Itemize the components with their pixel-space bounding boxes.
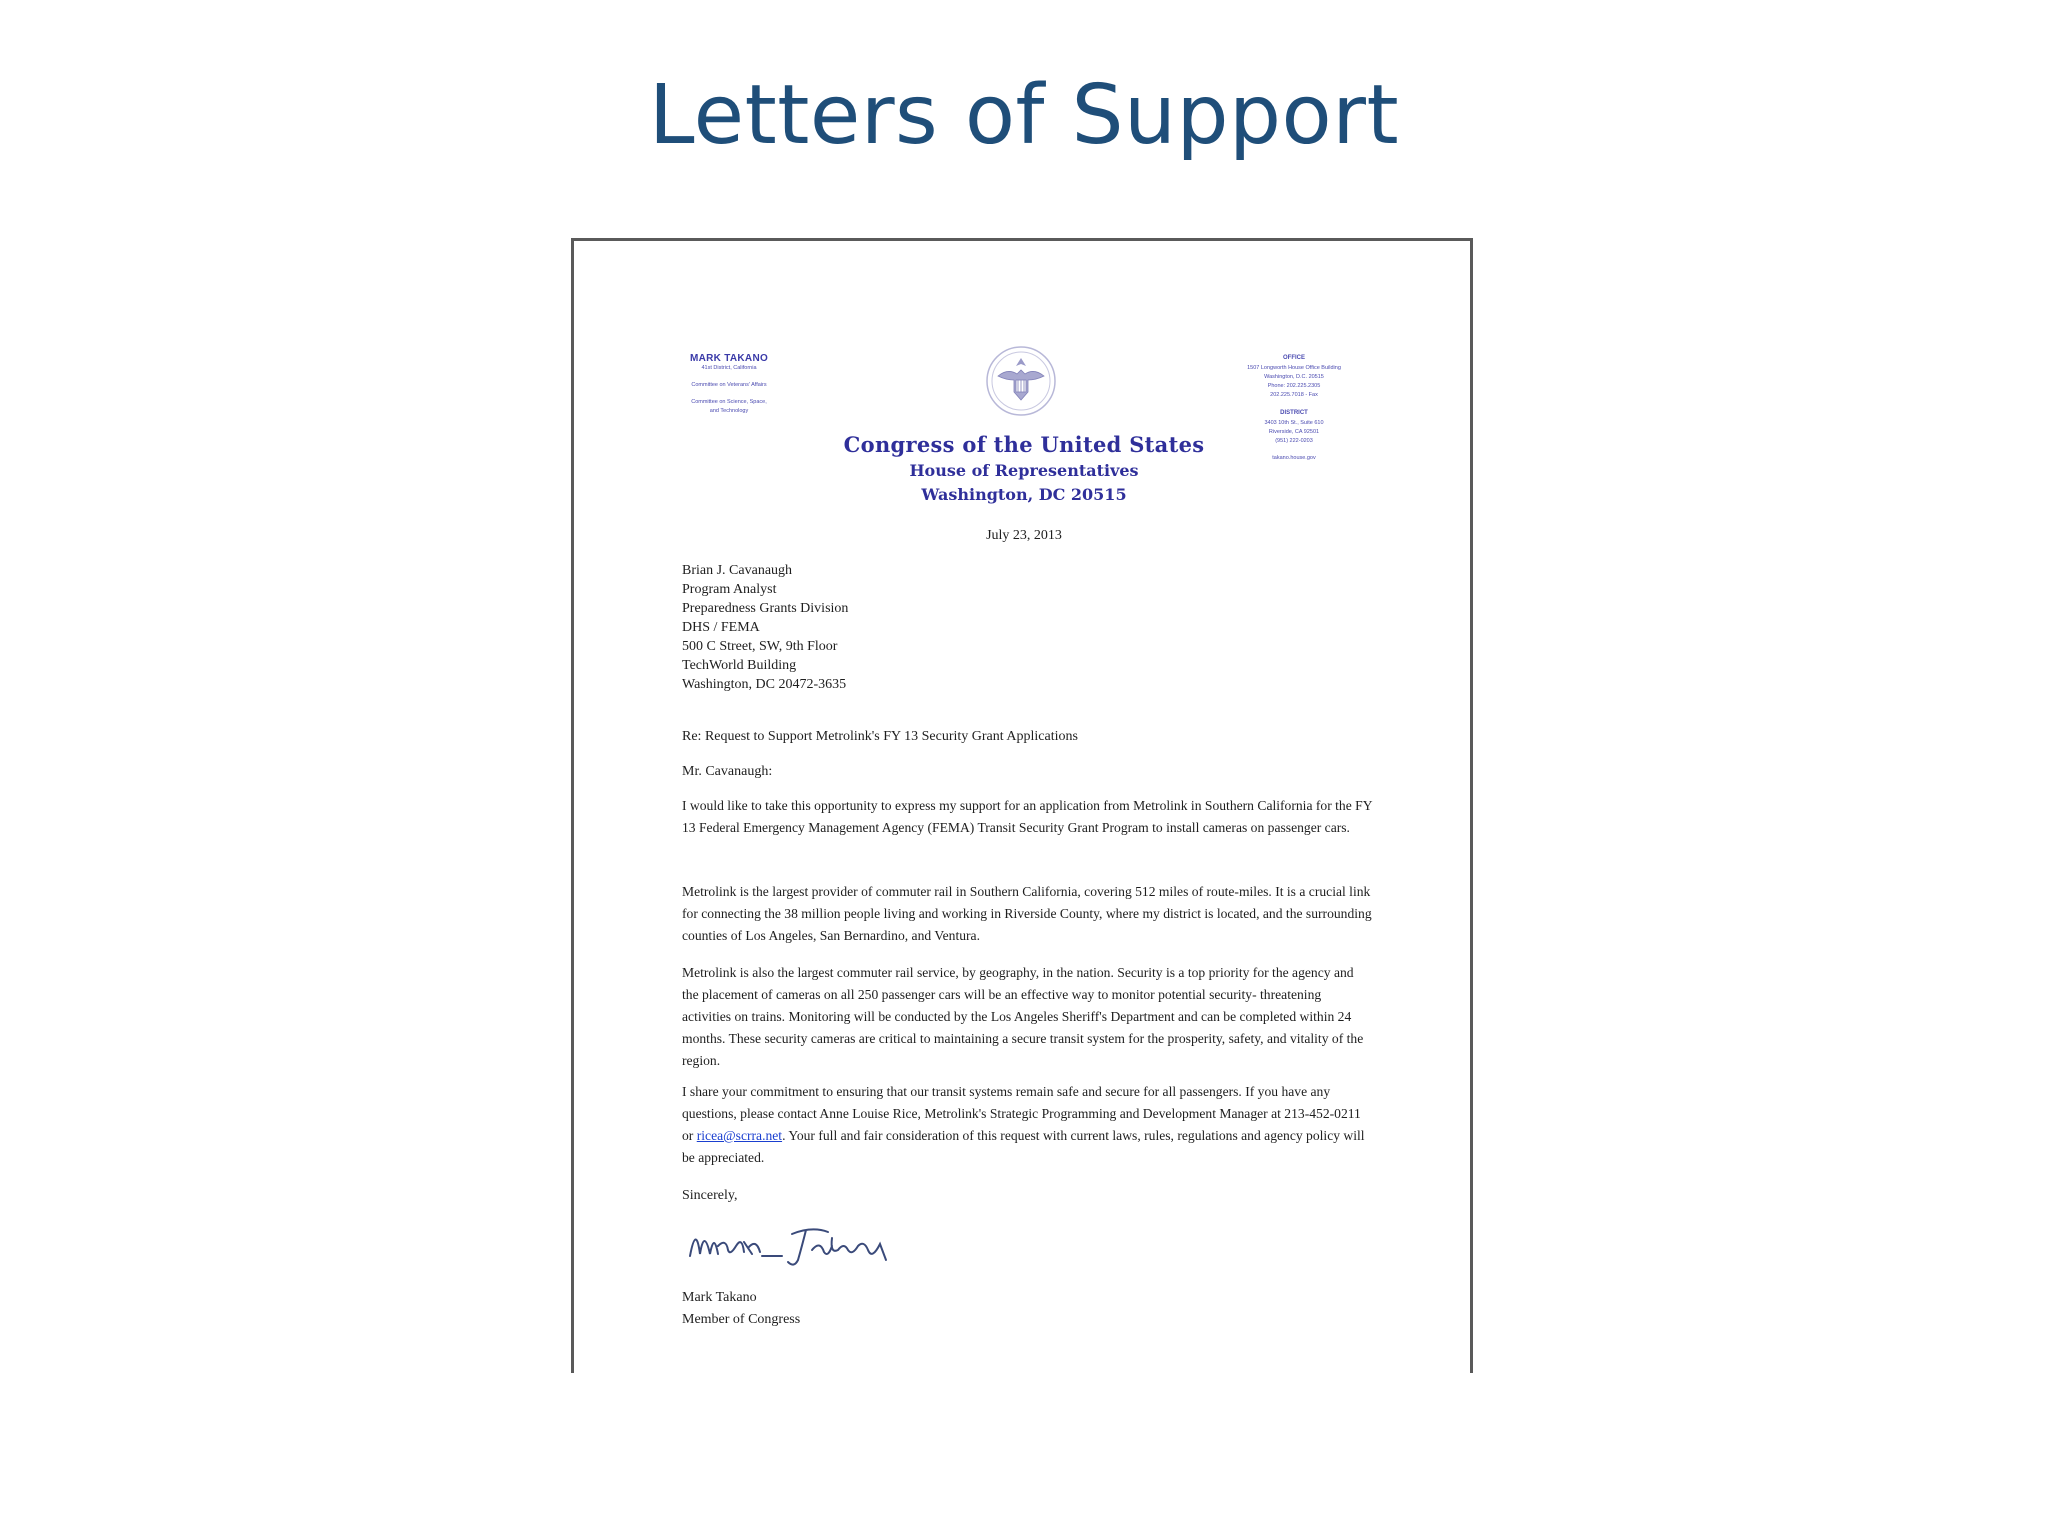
letter-page [574, 241, 1470, 1373]
letterhead-committee: and Technology [709, 408, 749, 414]
letterhead-office-line: Phone: 202.225.2305 [1267, 383, 1321, 389]
letterhead-house: House of Representatives [909, 461, 1139, 480]
letterhead-website: takano.house.gov [1272, 455, 1316, 461]
address-line: Preparedness Grants Division [682, 601, 849, 616]
body-text: . Your full and fair consideration of this request with current laws, rules, regulations and agency policy will be appreciated. [682, 1128, 1365, 1165]
subject-line: Re: Request to Support Metrolink's FY 13 Security Grant Applications [682, 729, 1078, 744]
body-paragraph: Metrolink is also the largest commuter rail service, by geography, in the nation. Security is a top priority for the agency and the placement of cameras on all 250 passenger cars will be an effective way to monitor potential security- threatening activities on trains. Monitoring will be conducted by the Los Angeles Sheriff's Department and can be completed within 24 months. These security cameras are critical to maintaining a secure transit system for the prosperity, safety, and vitality of the region. [682, 965, 1364, 1068]
slide-title: Letters of Support [648, 68, 1400, 163]
signer-block [682, 1287, 800, 1331]
letterhead-office-heading: OFFICE [1283, 355, 1305, 361]
contact-email-link[interactable]: ricea@scrra.net [696, 1128, 783, 1143]
letterhead-congress: Congress of the United States [843, 432, 1205, 457]
letterhead-city: Washington, DC 20515 [921, 485, 1127, 504]
address-line: DHS / FEMA [682, 620, 760, 635]
handwritten-signature [682, 1216, 922, 1276]
address-line: Program Analyst [682, 582, 777, 597]
address-line: 500 C Street, SW, 9th Floor [682, 639, 838, 654]
letterhead-office-line: Washington, D.C. 20515 [1264, 374, 1324, 380]
body-paragraph: I would like to take this opportunity to express my support for an application from Metrolink in Southern California for the FY 13 Federal Emergency Management Agency (FEMA) Transit Security Grant Program to install cameras on passenger cars. [682, 798, 1373, 835]
letterhead-left-block [654, 353, 804, 416]
signer-name: Mark Takano [682, 1290, 757, 1305]
body-paragraph [682, 1081, 1372, 1169]
letterhead-committee: Committee on Science, Space, [691, 399, 767, 405]
letterhead-right-block [1224, 353, 1364, 463]
closing: Sincerely, [682, 1188, 738, 1203]
letterhead-office-line: 1507 Longworth House Office Building [1247, 365, 1341, 371]
signer-title: Member of Congress [682, 1312, 801, 1327]
letterhead-center-block [824, 431, 1224, 507]
recipient-address [682, 561, 848, 694]
body-paragraph: Metrolink is the largest provider of commuter rail in Southern California, covering 512 miles of route-miles. It is a crucial link for connecting the 38 million people living and working in Riverside County, where my district is located, and the surrounding counties of Los Angeles, San Bernardino, and Ventura. [682, 884, 1372, 943]
address-line: Washington, DC 20472-3635 [682, 677, 847, 692]
letterhead-member-name: MARK TAKANO [689, 353, 769, 364]
letterhead-office-line: (951) 222-0203 [1275, 438, 1313, 444]
salutation: Mr. Cavanaugh: [682, 764, 773, 779]
address-line: TechWorld Building [682, 658, 797, 673]
letter-image [571, 238, 1473, 1373]
letter-date: July 23, 2013 [986, 528, 1062, 543]
letterhead-office-line: 3403 10th St., Suite 610 [1264, 420, 1324, 426]
body-text: I share your commitment to ensuring that our transit systems remain safe and secure for all passengers. If you have any questions, please contact Anne Louise Rice, Metrolink's Strategic Programming and Development Manager at 213-452-0211 or [682, 1084, 1361, 1143]
letterhead-district: 41st District, California [701, 365, 757, 371]
congressional-seal-icon [984, 344, 1058, 418]
letterhead-committee: Committee on Veterans' Affairs [691, 382, 767, 388]
letterhead-office-line: 202.225.7018 - Fax [1270, 392, 1318, 398]
letterhead-office-line: Riverside, CA 92501 [1268, 429, 1320, 435]
address-line: Brian J. Cavanaugh [682, 563, 793, 578]
letterhead-office-heading: DISTRICT [1280, 410, 1308, 416]
